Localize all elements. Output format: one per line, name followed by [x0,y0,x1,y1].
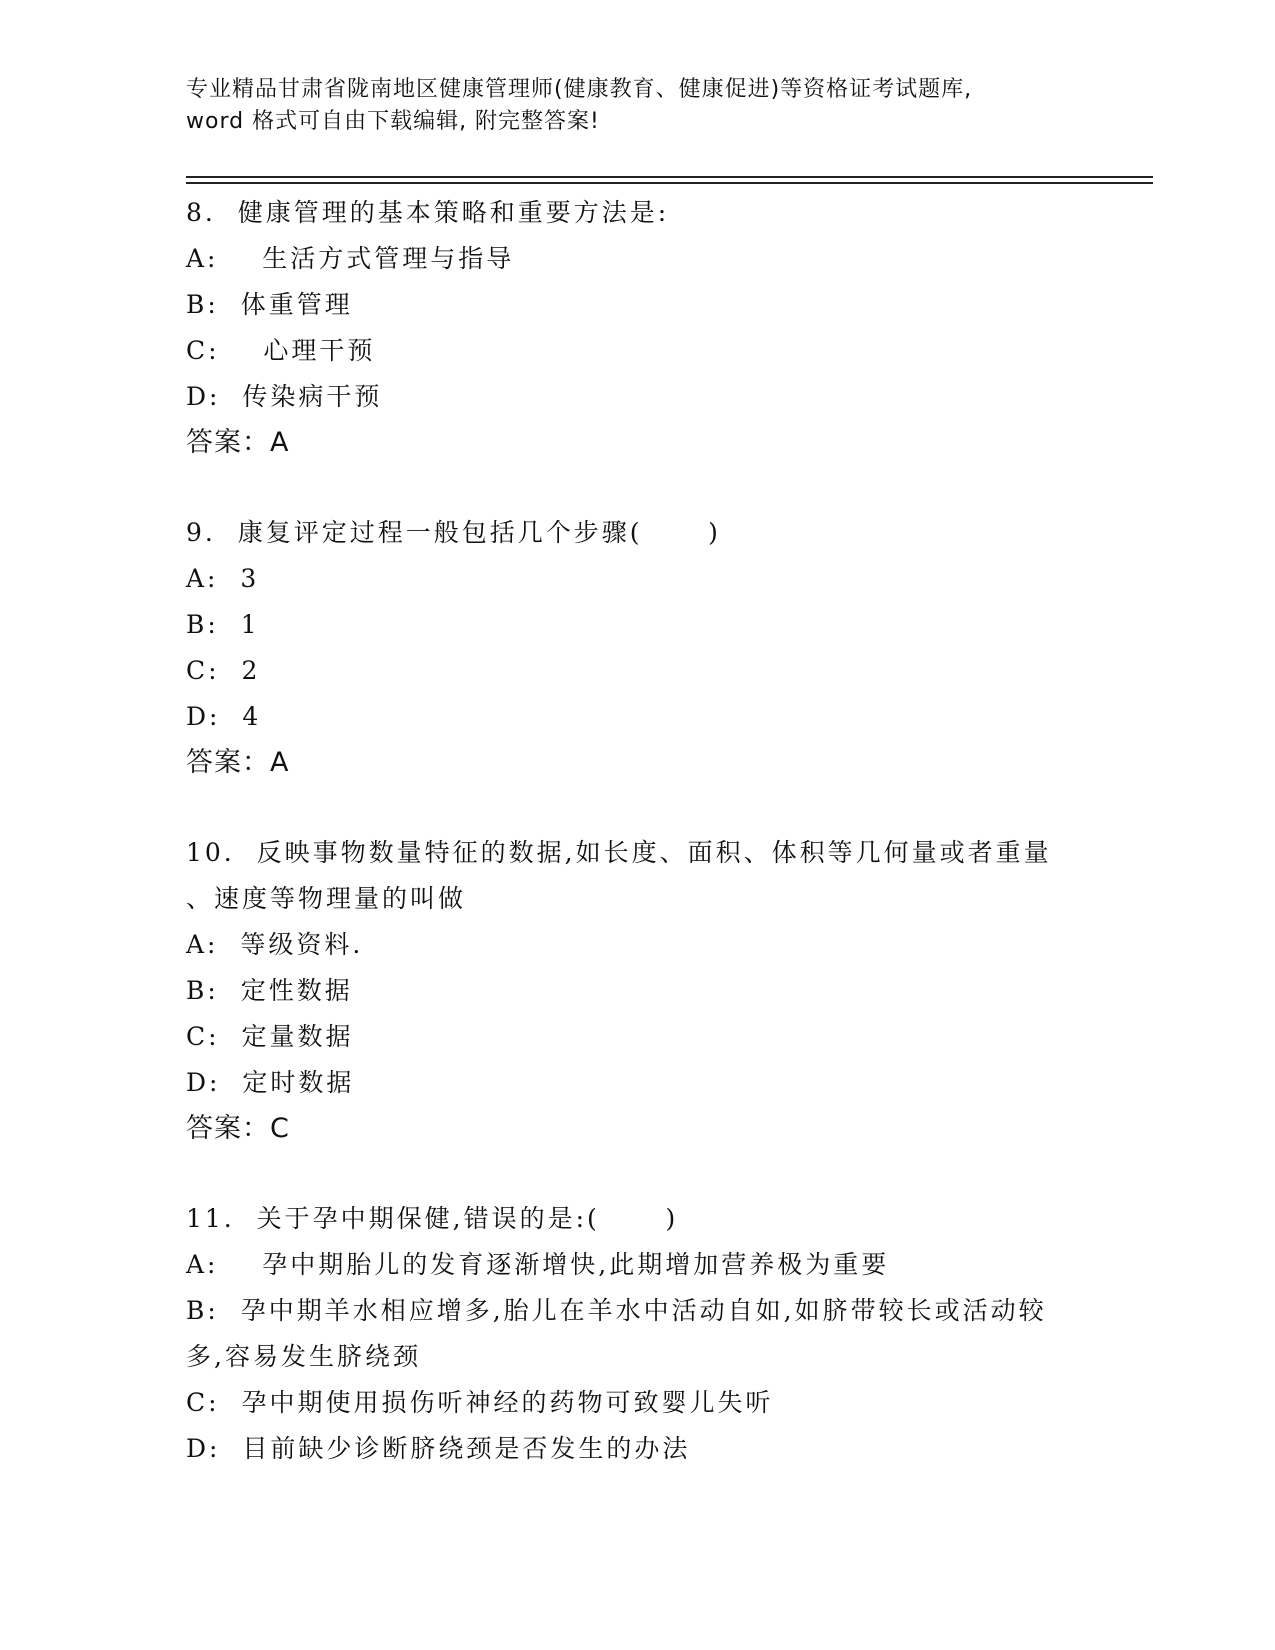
document-header [186,74,1086,138]
question-10-title-line-1: 10. 反映事物数量特征的数据,如长度、面积、体积等几何量或者重量 [186,838,1052,867]
question-8-answer: 答案：A [186,427,290,458]
question-10-option-a: A: 等级资料. [186,930,364,959]
question-11-option-a: A: 孕中期胎儿的发育逐渐增快,此期增加营养极为重要 [186,1250,890,1279]
question-9 [186,510,1086,786]
question-list [186,190,1086,1516]
question-10-title-line-2: 、速度等物理量的叫做 [186,884,467,913]
question-11 [186,1196,1086,1472]
header-divider-bottom [186,182,1153,184]
header-divider-top [186,176,1153,178]
question-10-option-c: C: 定量数据 [186,1022,354,1051]
question-9-answer: 答案：A [186,747,290,778]
question-8 [186,190,1086,466]
header-title-line-1: 专业精品甘肃省陇南地区健康管理师(健康教育、健康促进)等资格证考试题库, [186,77,973,102]
question-10 [186,830,1086,1152]
question-9-option-d: D: 4 [186,702,262,731]
question-10-answer: 答案：C [186,1113,290,1144]
question-8-title: 8. 健康管理的基本策略和重要方法是: [186,198,670,227]
question-9-title: 9. 康复评定过程一般包括几个步骤( ) [186,518,721,547]
question-8-option-b: B: 体重管理 [186,290,353,319]
question-8-option-a: A: 生活方式管理与指导 [186,244,515,273]
question-11-option-d: D: 目前缺少诊断脐绕颈是否发生的办法 [186,1434,691,1463]
header-title-line-2: word 格式可自由下载编辑, 附完整答案! [186,109,600,134]
question-10-option-b: B: 定性数据 [186,976,353,1005]
question-9-option-b: B: 1 [186,610,260,639]
question-11-option-b: B: 孕中期羊水相应增多,胎儿在羊水中活动自如,如脐带较长或活动较 [186,1296,1047,1325]
question-9-option-c: C: 2 [186,656,261,685]
question-10-option-d: D: 定时数据 [186,1068,355,1097]
question-8-option-c: C: 心理干预 [186,336,376,365]
question-9-option-a: A: 3 [186,564,260,593]
question-11-option-c: C: 孕中期使用损伤听神经的药物可致婴儿失听 [186,1388,774,1417]
question-11-title: 11. 关于孕中期保健,错误的是:( ) [186,1204,679,1233]
question-8-option-d: D: 传染病干预 [186,382,383,411]
question-11-option-b-continued: 多,容易发生脐绕颈 [186,1342,421,1371]
